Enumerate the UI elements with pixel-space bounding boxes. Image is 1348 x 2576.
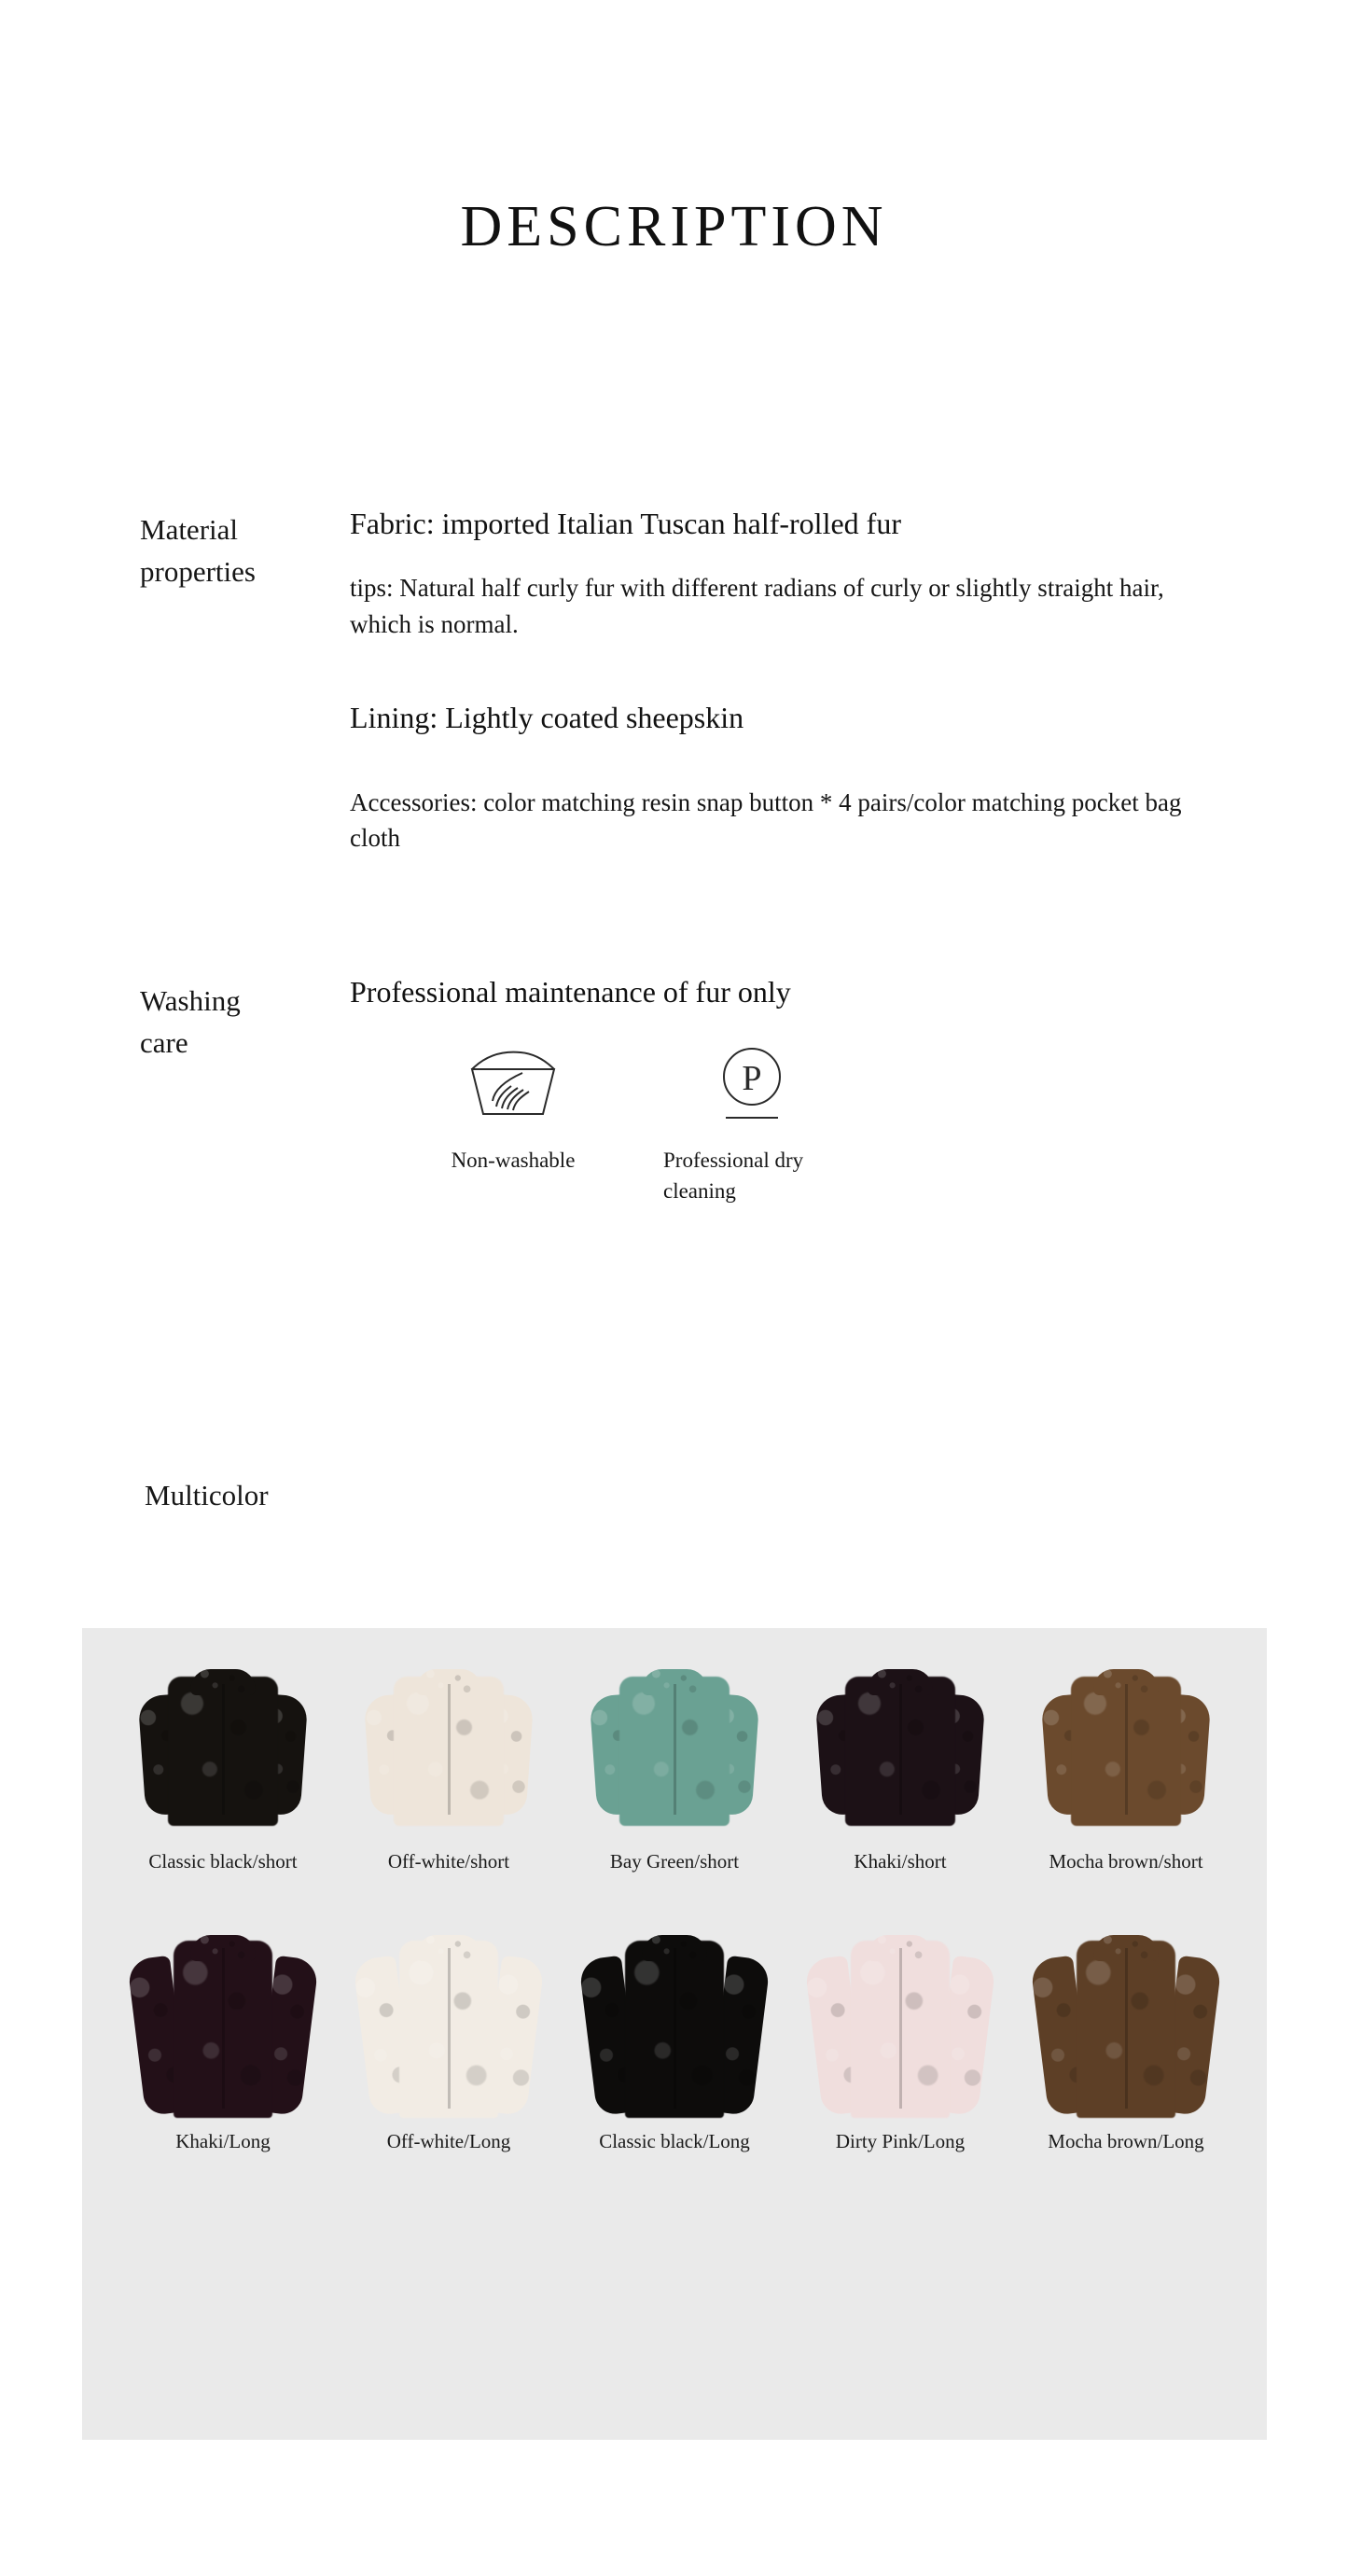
swatch-caption: Classic black/Long [599, 2130, 750, 2152]
care-symbol-non-washable [415, 1041, 611, 1177]
spec-label-material-line1: Material [140, 513, 239, 546]
page-title: DESCRIPTION [460, 195, 888, 258]
coat-thumbnail [813, 1664, 987, 1841]
coat-placket [674, 1684, 676, 1815]
swatch-item[interactable] [336, 1664, 562, 1873]
non-washable-icon [465, 1045, 562, 1128]
spec-label-washing-line2: care [140, 1025, 188, 1059]
coat-thumbnail [136, 1664, 310, 1841]
swatch-item[interactable] [336, 1929, 562, 2153]
material-tips: tips: Natural half curly fur with different radians of curly or slightly straight hair, which is normal. [350, 574, 1164, 638]
swatch-caption: Mocha brown/Long [1048, 2130, 1204, 2152]
washing-heading: Professional maintenance of fur only [350, 975, 791, 1009]
swatch-item[interactable] [110, 1664, 336, 1873]
spec-label-material [140, 504, 350, 593]
coat-placket [222, 1948, 225, 2109]
swatch-grid-short [82, 1628, 1267, 1873]
non-washable-caption: Non-washable [451, 1149, 576, 1172]
spec-label-material-line2: properties [140, 554, 256, 588]
material-accessories: Accessories: color matching resin snap button * 4 pairs/color matching pocket bag cloth [350, 788, 1182, 853]
swatch-grid-long [82, 1894, 1267, 2153]
coat-thumbnail [588, 1664, 761, 1841]
coat-thumbnail [813, 1929, 987, 2121]
coat-thumbnail [588, 1929, 761, 2121]
spec-body-material [350, 504, 1259, 881]
swatch-item[interactable] [787, 1664, 1013, 1873]
professional-dry-cleaning-icon [705, 1041, 799, 1132]
coat-thumbnail [136, 1929, 310, 2121]
spec-row-material [140, 504, 1259, 881]
svg-text:P: P [742, 1058, 762, 1098]
coat-placket [899, 1948, 902, 2109]
swatch-caption: Dirty Pink/Long [835, 2130, 966, 2152]
spec-label-washing [140, 975, 350, 1065]
coat-thumbnail [362, 1664, 535, 1841]
swatch-caption: Off-white/short [387, 1850, 510, 1873]
coat-thumbnail [362, 1929, 535, 2121]
swatch-caption: Khaki/Long [175, 2130, 271, 2152]
spec-body-washing [350, 975, 1259, 1206]
coat-thumbnail [1039, 1664, 1213, 1841]
swatch-caption: Classic black/short [148, 1850, 298, 1873]
coat-placket [674, 1948, 676, 2109]
swatch-item[interactable] [1013, 1664, 1239, 1873]
care-symbol-dry-cleaning [654, 1041, 850, 1206]
swatch-item[interactable] [110, 1929, 336, 2153]
coat-placket [899, 1684, 902, 1815]
swatch-item[interactable] [787, 1929, 1013, 2153]
swatch-item[interactable] [562, 1929, 787, 2153]
coat-placket [1125, 1948, 1128, 2109]
swatch-caption: Bay Green/short [609, 1850, 740, 1873]
coat-thumbnail [1039, 1929, 1213, 2121]
swatch-caption: Off-white/Long [386, 2130, 511, 2152]
swatch-caption: Khaki/short [854, 1850, 947, 1873]
coat-placket [1125, 1684, 1128, 1815]
swatch-caption: Mocha brown/short [1049, 1850, 1203, 1873]
spec-row-washing [140, 975, 1259, 1206]
coat-placket [448, 1948, 451, 2109]
care-symbols [350, 1041, 1259, 1206]
dry-cleaning-caption: Professional dry cleaning [663, 1149, 804, 1203]
swatch-item[interactable] [1013, 1929, 1239, 2153]
coat-placket [222, 1684, 225, 1815]
spec-table [140, 504, 1259, 881]
color-swatch-panel [82, 1628, 1267, 2440]
multicolor-label: Multicolor [145, 1479, 269, 1511]
material-fabric: Fabric: imported Italian Tuscan half-rolled fur [350, 507, 901, 540]
spec-label-washing-line1: Washing [140, 984, 241, 1017]
swatch-item[interactable] [562, 1664, 787, 1873]
material-lining: Lining: Lightly coated sheepskin [350, 700, 744, 734]
coat-placket [448, 1684, 451, 1815]
